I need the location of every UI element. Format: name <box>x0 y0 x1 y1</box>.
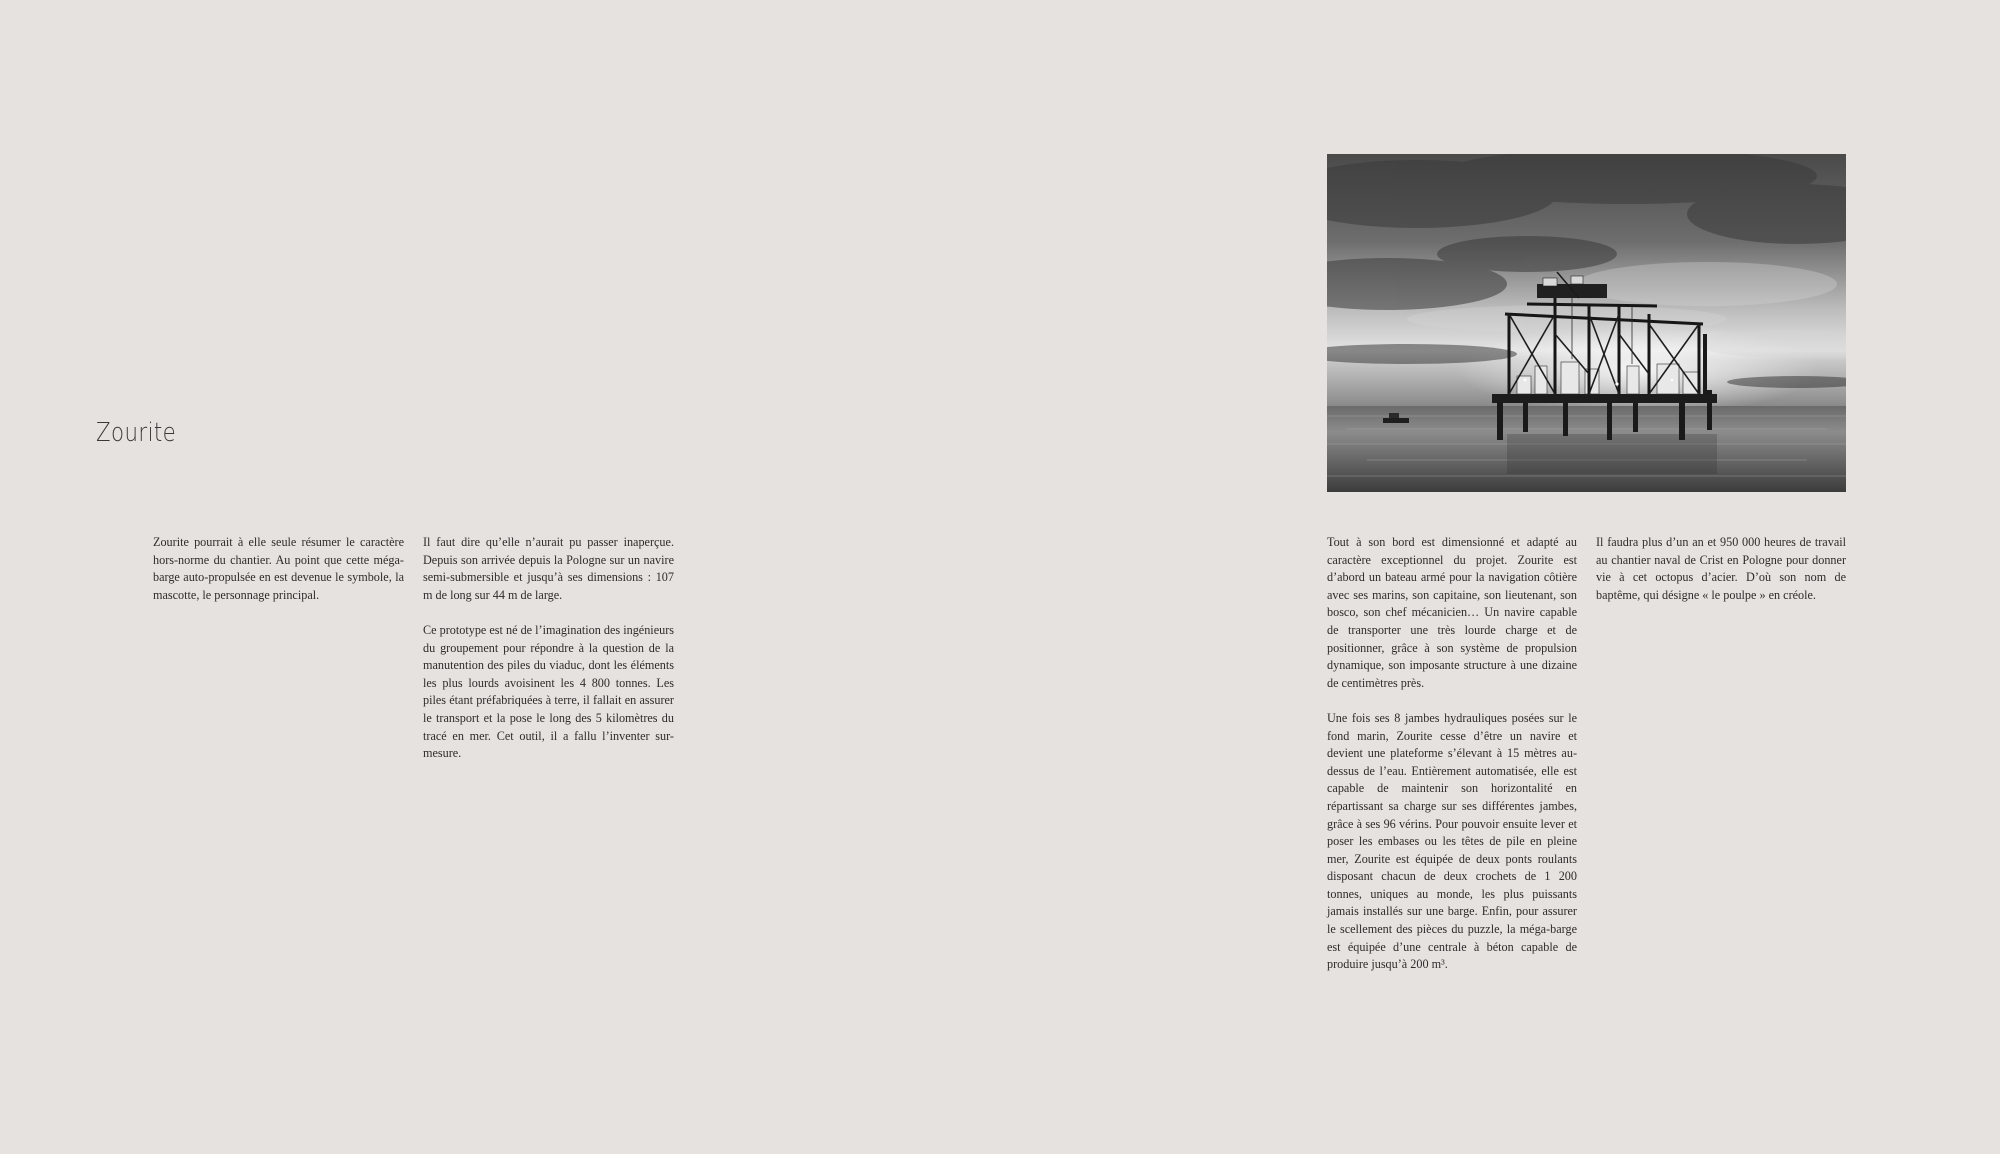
text-column-2 <box>423 534 674 780</box>
paragraph: Il faut dire qu’elle n’aurait pu passer inaperçue. Depuis son arrivée depuis la Pologne sur un navire semi-submersible et jusqu’à ses dimensions : 107 m de long sur 44 m de large. <box>423 535 674 602</box>
paragraph: Tout à son bord est dimensionné et adapté au caractère exceptionnel du projet. Zourite est d’abord un bateau armé pour la navigation côtière avec ses marins, son capitaine, son lieutenant, son bosco, son chef mécanicien… Un navire capable de transporter une très lourde charge et de positionner, grâce à son système de propulsion dynamique, son imposante structure à une dizaine de centimètres près. <box>1327 535 1577 690</box>
paragraph: Ce prototype est né de l’imagination des ingénieurs du groupement pour répondre à la question de la manutention des piles du viaduc, dont les éléments les plus lourds avoisinent les 4 800 tonnes. Les piles étant préfabriquées à terre, il fallait en assurer le transport et la pose le long des 5 kilomètres du tracé en mer. Cet outil, il a fallu l’inventer sur-mesure. <box>423 622 674 761</box>
text-column-3 <box>1327 534 1577 991</box>
text-column-1 <box>153 534 404 622</box>
page-title: Zourite <box>96 418 177 448</box>
paragraph: Zourite pourrait à elle seule résumer le caractère hors-norme du chantier. Au point que cette méga-barge auto-propulsée en est devenue le symbole, la mascotte, le personnage principal. <box>153 535 404 602</box>
barge-photo <box>1327 154 1846 492</box>
paragraph: Une fois ses 8 jambes hydrauliques posées sur le fond marin, Zourite cesse d’être un navire et devient une plateforme s’élevant à 15 mètres au-dessus de l’eau. Entièrement automatisée, elle est capable de maintenir son horizontalité en répartissant sa charge sur ses différentes jambes, grâce à ses 96 vérins. Pour pouvoir ensuite lever et poser les embases ou les têtes de pile en pleine mer, Zourite est équipée de deux ponts roulants disposant chacun de deux crochets de 1 200 tonnes, uniques au monde, les plus puissants jamais installés sur une barge. Enfin, pour assurer le scellement des pièces du puzzle, la méga-barge est équipée d’une centrale à béton capable de produire jusqu’à 200 m³. <box>1327 710 1577 972</box>
paragraph: Il faudra plus d’un an et 950 000 heures de travail au chantier naval de Crist en Pologne pour donner vie à cet octopus d’acier. D’où son nom de baptême, qui désigne « le poulpe » en créole. <box>1596 535 1846 602</box>
text-column-4 <box>1596 534 1846 622</box>
